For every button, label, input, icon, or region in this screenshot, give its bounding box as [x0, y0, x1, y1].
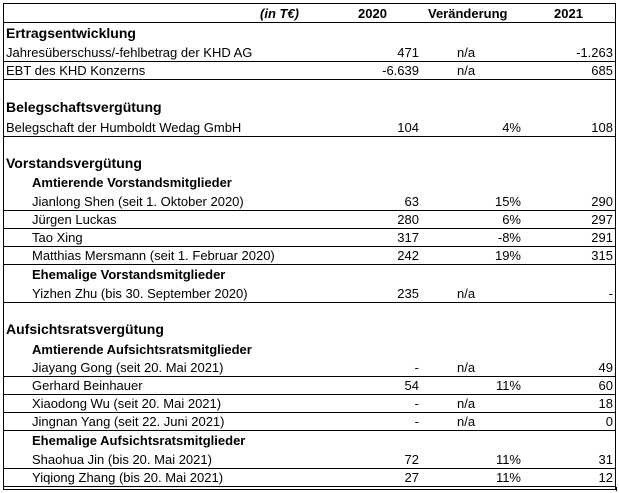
value-2020: 72	[404, 452, 419, 467]
header-row	[4, 5, 615, 23]
value-2020: 104	[397, 120, 419, 135]
row-label: Matthias Mersmann (seit 1. Februar 2020)	[32, 248, 275, 263]
corner-tick	[616, 487, 617, 491]
value-2021: -	[608, 286, 613, 301]
compensation-table	[3, 3, 616, 490]
table-row	[4, 359, 615, 377]
table-row	[4, 211, 615, 229]
value-2021: -1.263	[576, 45, 613, 60]
row-label: Jianlong Shen (seit 1. Oktober 2020)	[32, 194, 244, 209]
subsection-title-current-board: Amtierende Vorstandsmitglieder	[32, 175, 232, 190]
row-label: Jürgen Luckas	[32, 212, 117, 227]
value-2020: 63	[404, 194, 419, 209]
year-2020-header: 2020	[358, 6, 387, 21]
value-2020: 235	[397, 286, 419, 301]
table-row	[4, 469, 615, 487]
row-label: Tao Xing	[32, 230, 83, 245]
section-row	[4, 25, 615, 42]
value-2020: 317	[397, 230, 419, 245]
value-2021: 290	[591, 194, 613, 209]
subsection-title-former-supervisory: Ehemalige Aufsichtsratsmitglieder	[32, 433, 246, 448]
subsection-row	[4, 174, 615, 191]
value-2020: 471	[397, 45, 419, 60]
subsection-title-former-board: Ehemalige Vorstandsmitglieder	[32, 267, 226, 282]
change-pct: 6%	[502, 212, 521, 227]
row-label: Jingnan Yang (seit 22. Juni 2021)	[32, 414, 225, 429]
change-pct: 11%	[495, 470, 521, 485]
row-label: EBT des KHD Konzerns	[6, 63, 146, 78]
section-title-beleg: Belegschaftsvergütung	[6, 99, 162, 115]
row-label: Jahresüberschuss/-fehlbetrag der KHD AG	[6, 45, 253, 60]
value-2020: 280	[397, 212, 419, 227]
value-2021: 18	[598, 396, 613, 411]
row-label: Jiayang Gong (seit 20. Mai 2021)	[32, 360, 224, 375]
table-row	[4, 62, 615, 80]
change-pct: 4%	[502, 120, 521, 135]
value-2021: 685	[591, 63, 613, 78]
value-2020: 54	[404, 378, 419, 393]
table-row	[4, 193, 615, 211]
value-2021: 60	[598, 378, 613, 393]
section-title-vorstand: Vorstandsvergütung	[6, 155, 142, 171]
year-2021-header: 2021	[554, 6, 583, 21]
subsection-row	[4, 432, 615, 449]
subsection-row	[4, 266, 615, 283]
table-row	[4, 377, 615, 395]
row-label: Xiaodong Wu (seit 20. Mai 2021)	[32, 396, 222, 411]
change-pct: 11%	[495, 452, 521, 467]
table-row	[4, 44, 615, 62]
section-row	[4, 155, 615, 172]
row-label: Gerhard Beinhauer	[32, 378, 143, 393]
value-2020: -6.639	[382, 63, 419, 78]
table-row	[4, 247, 615, 265]
section-title-ertrag: Ertragsentwicklung	[6, 25, 136, 41]
value-2020: 242	[397, 248, 419, 263]
change-pct: -8%	[497, 230, 521, 245]
change-header: Veränderung	[428, 6, 508, 21]
value-2020: -	[414, 414, 419, 429]
value-2021: 12	[598, 470, 613, 485]
change-text: n/a	[457, 45, 476, 60]
subsection-title-current-supervisory: Amtierende Aufsichtsratsmitglieder	[32, 342, 252, 357]
change-pct: 19%	[494, 248, 521, 263]
table-row	[4, 285, 615, 303]
value-2020: 27	[404, 470, 419, 485]
table-row	[4, 229, 615, 247]
value-2021: 291	[591, 230, 613, 245]
row-label: Belegschaft der Humboldt Wedag GmbH	[6, 120, 242, 135]
change-text: n/a	[457, 414, 476, 429]
table-row	[4, 451, 615, 469]
value-2021: 0	[605, 414, 613, 429]
table-row	[4, 395, 615, 413]
value-2021: 108	[591, 120, 613, 135]
value-2020: -	[414, 360, 419, 375]
change-text: n/a	[457, 396, 476, 411]
table-row	[4, 119, 615, 137]
section-title-aufsicht: Aufsichtsratsvergütung	[6, 321, 164, 337]
subsection-row	[4, 341, 615, 358]
section-row	[4, 321, 615, 338]
table-row	[4, 413, 615, 431]
value-2020: -	[414, 396, 419, 411]
value-2021: 31	[598, 452, 613, 467]
value-2021: 49	[598, 360, 613, 375]
change-text: n/a	[457, 286, 476, 301]
value-2021: 315	[591, 248, 613, 263]
change-pct: 11%	[495, 378, 521, 393]
section-row	[4, 99, 615, 116]
row-label: Yizhen Zhu (bis 30. September 2020)	[32, 286, 248, 301]
change-pct: 15%	[494, 194, 521, 209]
change-text: n/a	[457, 360, 476, 375]
change-text: n/a	[457, 63, 476, 78]
value-2021: 297	[591, 212, 613, 227]
row-label: Yiqiong Zhang (bis 20. Mai 2021)	[32, 470, 224, 485]
unit-header: (in T€)	[260, 6, 299, 21]
row-label: Shaohua Jin (bis 20. Mai 2021)	[32, 452, 212, 467]
